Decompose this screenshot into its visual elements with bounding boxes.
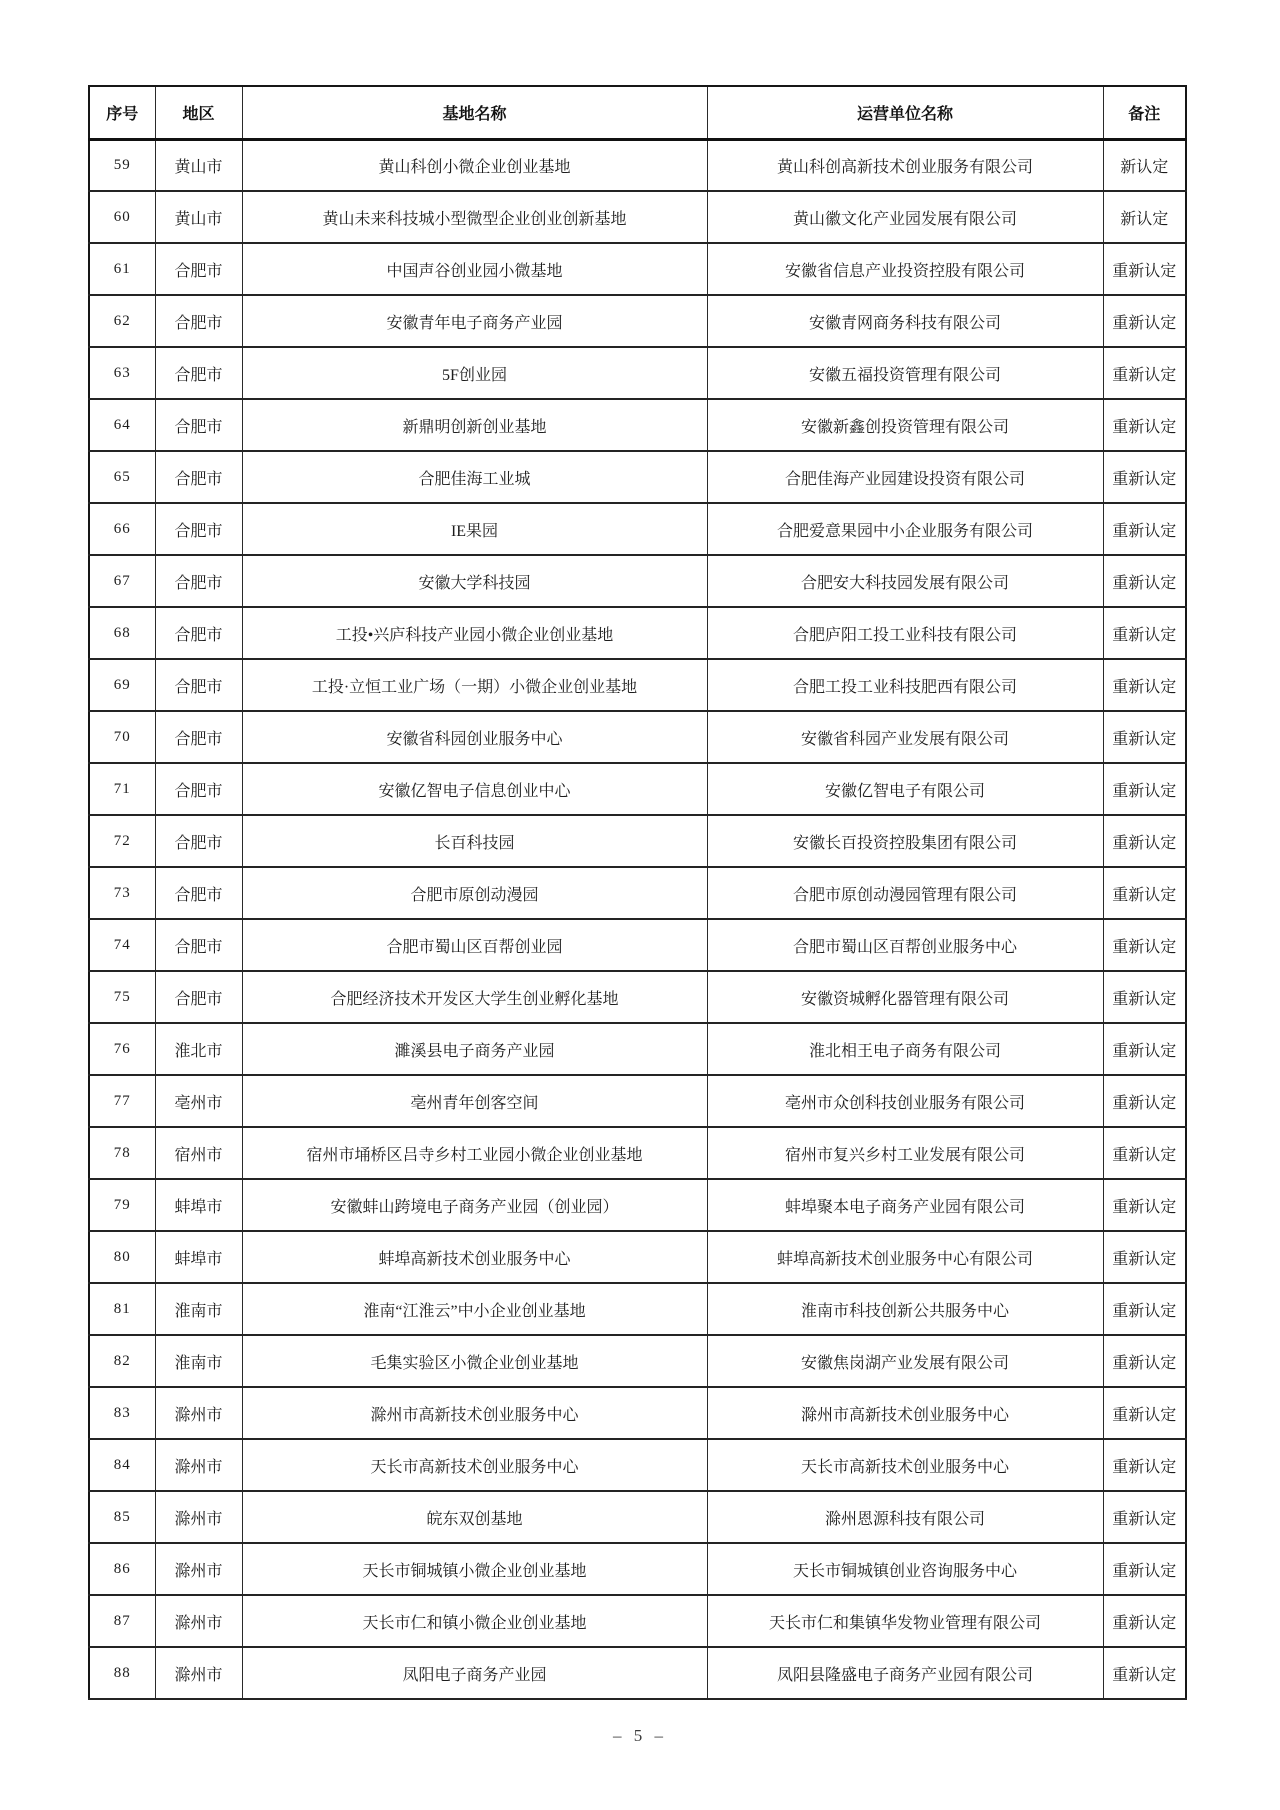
table-cell-note: 重新认定	[1103, 711, 1186, 763]
table-cell-base: 淮南“江淮云”中小企业创业基地	[242, 1283, 707, 1335]
table-cell-no: 73	[89, 867, 155, 919]
table-cell-note: 重新认定	[1103, 763, 1186, 815]
table-cell-no: 72	[89, 815, 155, 867]
table-cell-region: 合肥市	[155, 815, 242, 867]
table-row	[89, 1075, 1186, 1127]
table-cell-no: 83	[89, 1387, 155, 1439]
column-header-operator: 运营单位名称	[707, 86, 1103, 139]
table-cell-region: 合肥市	[155, 763, 242, 815]
table-cell-operator: 天长市高新技术创业服务中心	[707, 1439, 1103, 1491]
table-cell-region: 亳州市	[155, 1075, 242, 1127]
table-row	[89, 1335, 1186, 1387]
table-cell-no: 88	[89, 1647, 155, 1699]
table-row	[89, 1283, 1186, 1335]
table-cell-region: 蚌埠市	[155, 1179, 242, 1231]
table-cell-region: 蚌埠市	[155, 1231, 242, 1283]
table-row	[89, 763, 1186, 815]
table-cell-operator: 滁州恩源科技有限公司	[707, 1491, 1103, 1543]
table-cell-no: 70	[89, 711, 155, 763]
column-header-region: 地区	[155, 86, 242, 139]
table-cell-note: 重新认定	[1103, 971, 1186, 1023]
table-cell-operator: 安徽省信息产业投资控股有限公司	[707, 243, 1103, 295]
table-cell-base: 滁州市高新技术创业服务中心	[242, 1387, 707, 1439]
table-cell-operator: 安徽青网商务科技有限公司	[707, 295, 1103, 347]
table-cell-operator: 蚌埠聚本电子商务产业园有限公司	[707, 1179, 1103, 1231]
table-cell-base: 黄山科创小微企业创业基地	[242, 139, 707, 191]
table-cell-note: 重新认定	[1103, 1283, 1186, 1335]
table-cell-note: 重新认定	[1103, 295, 1186, 347]
table-row	[89, 815, 1186, 867]
table-cell-base: 工投•兴庐科技产业园小微企业创业基地	[242, 607, 707, 659]
column-header-serial: 序号	[89, 86, 155, 139]
table-cell-note: 重新认定	[1103, 243, 1186, 295]
table-row	[89, 711, 1186, 763]
table-cell-no: 62	[89, 295, 155, 347]
table-cell-base: 皖东双创基地	[242, 1491, 707, 1543]
table-row	[89, 451, 1186, 503]
table-row	[89, 1023, 1186, 1075]
table-cell-region: 合肥市	[155, 711, 242, 763]
table-row	[89, 1543, 1186, 1595]
bases-table	[88, 85, 1187, 1700]
table-cell-region: 宿州市	[155, 1127, 242, 1179]
table-cell-region: 合肥市	[155, 243, 242, 295]
table-cell-note: 重新认定	[1103, 1023, 1186, 1075]
table-row	[89, 1231, 1186, 1283]
table-cell-no: 64	[89, 399, 155, 451]
table-cell-region: 合肥市	[155, 399, 242, 451]
table-cell-note: 重新认定	[1103, 347, 1186, 399]
table-cell-no: 77	[89, 1075, 155, 1127]
table-cell-note: 重新认定	[1103, 451, 1186, 503]
table-cell-base: 5F创业园	[242, 347, 707, 399]
table-cell-operator: 黄山徽文化产业园发展有限公司	[707, 191, 1103, 243]
table-cell-note: 重新认定	[1103, 607, 1186, 659]
table-cell-operator: 合肥庐阳工投工业科技有限公司	[707, 607, 1103, 659]
table-cell-base: 合肥佳海工业城	[242, 451, 707, 503]
table-row	[89, 607, 1186, 659]
table-cell-note: 重新认定	[1103, 1075, 1186, 1127]
table-cell-region: 淮南市	[155, 1283, 242, 1335]
table-row	[89, 1127, 1186, 1179]
table-cell-base: 毛集实验区小微企业创业基地	[242, 1335, 707, 1387]
table-cell-no: 65	[89, 451, 155, 503]
table-header-row	[89, 86, 1186, 139]
table-cell-base: 亳州青年创客空间	[242, 1075, 707, 1127]
table-cell-operator: 黄山科创高新技术创业服务有限公司	[707, 139, 1103, 191]
table-cell-region: 淮北市	[155, 1023, 242, 1075]
table-cell-region: 合肥市	[155, 971, 242, 1023]
table-body	[89, 139, 1186, 1699]
column-header-note: 备注	[1103, 86, 1186, 139]
table-row	[89, 867, 1186, 919]
table-cell-region: 滁州市	[155, 1647, 242, 1699]
table-cell-base: 安徽青年电子商务产业园	[242, 295, 707, 347]
table-cell-base: 宿州市埇桥区吕寺乡村工业园小微企业创业基地	[242, 1127, 707, 1179]
table-cell-operator: 安徽亿智电子有限公司	[707, 763, 1103, 815]
table-cell-region: 淮南市	[155, 1335, 242, 1387]
table-cell-note: 重新认定	[1103, 1387, 1186, 1439]
table-row	[89, 139, 1186, 191]
table-cell-region: 合肥市	[155, 295, 242, 347]
table-cell-note: 重新认定	[1103, 919, 1186, 971]
table-cell-region: 合肥市	[155, 659, 242, 711]
table-cell-note: 重新认定	[1103, 399, 1186, 451]
table-cell-note: 新认定	[1103, 191, 1186, 243]
table-cell-base: 合肥市蜀山区百帮创业园	[242, 919, 707, 971]
table-cell-region: 滁州市	[155, 1595, 242, 1647]
table-cell-operator: 合肥爱意果园中小企业服务有限公司	[707, 503, 1103, 555]
table-cell-operator: 淮北相王电子商务有限公司	[707, 1023, 1103, 1075]
table-cell-no: 71	[89, 763, 155, 815]
table-row	[89, 1179, 1186, 1231]
table-row	[89, 191, 1186, 243]
table-cell-operator: 合肥安大科技园发展有限公司	[707, 555, 1103, 607]
table-cell-region: 黄山市	[155, 191, 242, 243]
column-header-base: 基地名称	[242, 86, 707, 139]
table-cell-operator: 天长市铜城镇创业咨询服务中心	[707, 1543, 1103, 1595]
table-cell-operator: 滁州市高新技术创业服务中心	[707, 1387, 1103, 1439]
table-cell-base: 工投·立恒工业广场（一期）小微企业创业基地	[242, 659, 707, 711]
table-cell-region: 滁州市	[155, 1491, 242, 1543]
table-cell-note: 重新认定	[1103, 1127, 1186, 1179]
table-cell-no: 79	[89, 1179, 155, 1231]
table-cell-no: 60	[89, 191, 155, 243]
table-cell-no: 84	[89, 1439, 155, 1491]
table-cell-note: 重新认定	[1103, 503, 1186, 555]
table-cell-base: 凤阳电子商务产业园	[242, 1647, 707, 1699]
table-row	[89, 1439, 1186, 1491]
table-cell-base: 安徽大学科技园	[242, 555, 707, 607]
table-cell-base: 濉溪县电子商务产业园	[242, 1023, 707, 1075]
table-cell-note: 重新认定	[1103, 1179, 1186, 1231]
table-cell-region: 黄山市	[155, 139, 242, 191]
table-cell-region: 滁州市	[155, 1387, 242, 1439]
table-cell-note: 重新认定	[1103, 1231, 1186, 1283]
table-cell-operator: 蚌埠高新技术创业服务中心有限公司	[707, 1231, 1103, 1283]
table-row	[89, 503, 1186, 555]
table-cell-region: 合肥市	[155, 555, 242, 607]
table-cell-no: 78	[89, 1127, 155, 1179]
table-row	[89, 1491, 1186, 1543]
table-cell-operator: 安徽省科园产业发展有限公司	[707, 711, 1103, 763]
table-cell-operator: 安徽长百投资控股集团有限公司	[707, 815, 1103, 867]
table-cell-note: 重新认定	[1103, 659, 1186, 711]
table-cell-no: 59	[89, 139, 155, 191]
table-row	[89, 659, 1186, 711]
table-cell-region: 合肥市	[155, 867, 242, 919]
table-cell-no: 85	[89, 1491, 155, 1543]
table-cell-base: 天长市铜城镇小微企业创业基地	[242, 1543, 707, 1595]
table-cell-operator: 安徽资城孵化器管理有限公司	[707, 971, 1103, 1023]
table-cell-base: 安徽亿智电子信息创业中心	[242, 763, 707, 815]
table-cell-no: 67	[89, 555, 155, 607]
table-cell-base: 安徽省科园创业服务中心	[242, 711, 707, 763]
table-cell-note: 重新认定	[1103, 815, 1186, 867]
table-row	[89, 1595, 1186, 1647]
table-cell-no: 81	[89, 1283, 155, 1335]
table-row	[89, 399, 1186, 451]
table-cell-operator: 安徽新鑫创投资管理有限公司	[707, 399, 1103, 451]
table-cell-no: 86	[89, 1543, 155, 1595]
table-cell-base: 长百科技园	[242, 815, 707, 867]
table-cell-base: 安徽蚌山跨境电子商务产业园（创业园）	[242, 1179, 707, 1231]
table-cell-no: 63	[89, 347, 155, 399]
table-cell-operator: 合肥佳海产业园建设投资有限公司	[707, 451, 1103, 503]
table-row	[89, 295, 1186, 347]
table-cell-base: 天长市高新技术创业服务中心	[242, 1439, 707, 1491]
table-cell-note: 重新认定	[1103, 1439, 1186, 1491]
table-cell-operator: 亳州市众创科技创业服务有限公司	[707, 1075, 1103, 1127]
table-cell-note: 重新认定	[1103, 1647, 1186, 1699]
table-cell-note: 重新认定	[1103, 1543, 1186, 1595]
table-row	[89, 1387, 1186, 1439]
table-cell-region: 滁州市	[155, 1439, 242, 1491]
table-cell-base: IE果园	[242, 503, 707, 555]
table-row	[89, 919, 1186, 971]
table-cell-no: 80	[89, 1231, 155, 1283]
table-cell-operator: 宿州市复兴乡村工业发展有限公司	[707, 1127, 1103, 1179]
table-cell-note: 重新认定	[1103, 867, 1186, 919]
table-cell-operator: 合肥工投工业科技肥西有限公司	[707, 659, 1103, 711]
table-row	[89, 1647, 1186, 1699]
table-cell-operator: 安徽五福投资管理有限公司	[707, 347, 1103, 399]
table-cell-note: 重新认定	[1103, 1491, 1186, 1543]
table-cell-note: 重新认定	[1103, 1595, 1186, 1647]
table-cell-base: 新鼎明创新创业基地	[242, 399, 707, 451]
table-cell-operator: 合肥市蜀山区百帮创业服务中心	[707, 919, 1103, 971]
table-cell-operator: 天长市仁和集镇华发物业管理有限公司	[707, 1595, 1103, 1647]
table-cell-no: 66	[89, 503, 155, 555]
table-cell-base: 蚌埠高新技术创业服务中心	[242, 1231, 707, 1283]
table-cell-region: 合肥市	[155, 451, 242, 503]
table-cell-note: 重新认定	[1103, 555, 1186, 607]
table-cell-no: 75	[89, 971, 155, 1023]
table-cell-region: 滁州市	[155, 1543, 242, 1595]
table-row	[89, 243, 1186, 295]
table-cell-note: 新认定	[1103, 139, 1186, 191]
table-cell-note: 重新认定	[1103, 1335, 1186, 1387]
table-cell-base: 合肥市原创动漫园	[242, 867, 707, 919]
table-cell-operator: 合肥市原创动漫园管理有限公司	[707, 867, 1103, 919]
table-cell-region: 合肥市	[155, 607, 242, 659]
table-cell-no: 69	[89, 659, 155, 711]
table-row	[89, 347, 1186, 399]
table-cell-no: 87	[89, 1595, 155, 1647]
table-cell-no: 68	[89, 607, 155, 659]
table-cell-base: 黄山未来科技城小型微型企业创业创新基地	[242, 191, 707, 243]
table-cell-no: 76	[89, 1023, 155, 1075]
table-cell-operator: 安徽焦岗湖产业发展有限公司	[707, 1335, 1103, 1387]
page-number: – 5 –	[613, 1726, 667, 1745]
table-row	[89, 555, 1186, 607]
table-cell-base: 合肥经济技术开发区大学生创业孵化基地	[242, 971, 707, 1023]
table-header	[89, 86, 1186, 139]
table-cell-operator: 凤阳县隆盛电子商务产业园有限公司	[707, 1647, 1103, 1699]
table-row	[89, 971, 1186, 1023]
table-cell-region: 合肥市	[155, 347, 242, 399]
table-cell-no: 82	[89, 1335, 155, 1387]
table-cell-no: 74	[89, 919, 155, 971]
table-cell-region: 合肥市	[155, 503, 242, 555]
table-cell-no: 61	[89, 243, 155, 295]
table-cell-base: 中国声谷创业园小微基地	[242, 243, 707, 295]
table-cell-region: 合肥市	[155, 919, 242, 971]
table-cell-base: 天长市仁和镇小微企业创业基地	[242, 1595, 707, 1647]
table-cell-operator: 淮南市科技创新公共服务中心	[707, 1283, 1103, 1335]
